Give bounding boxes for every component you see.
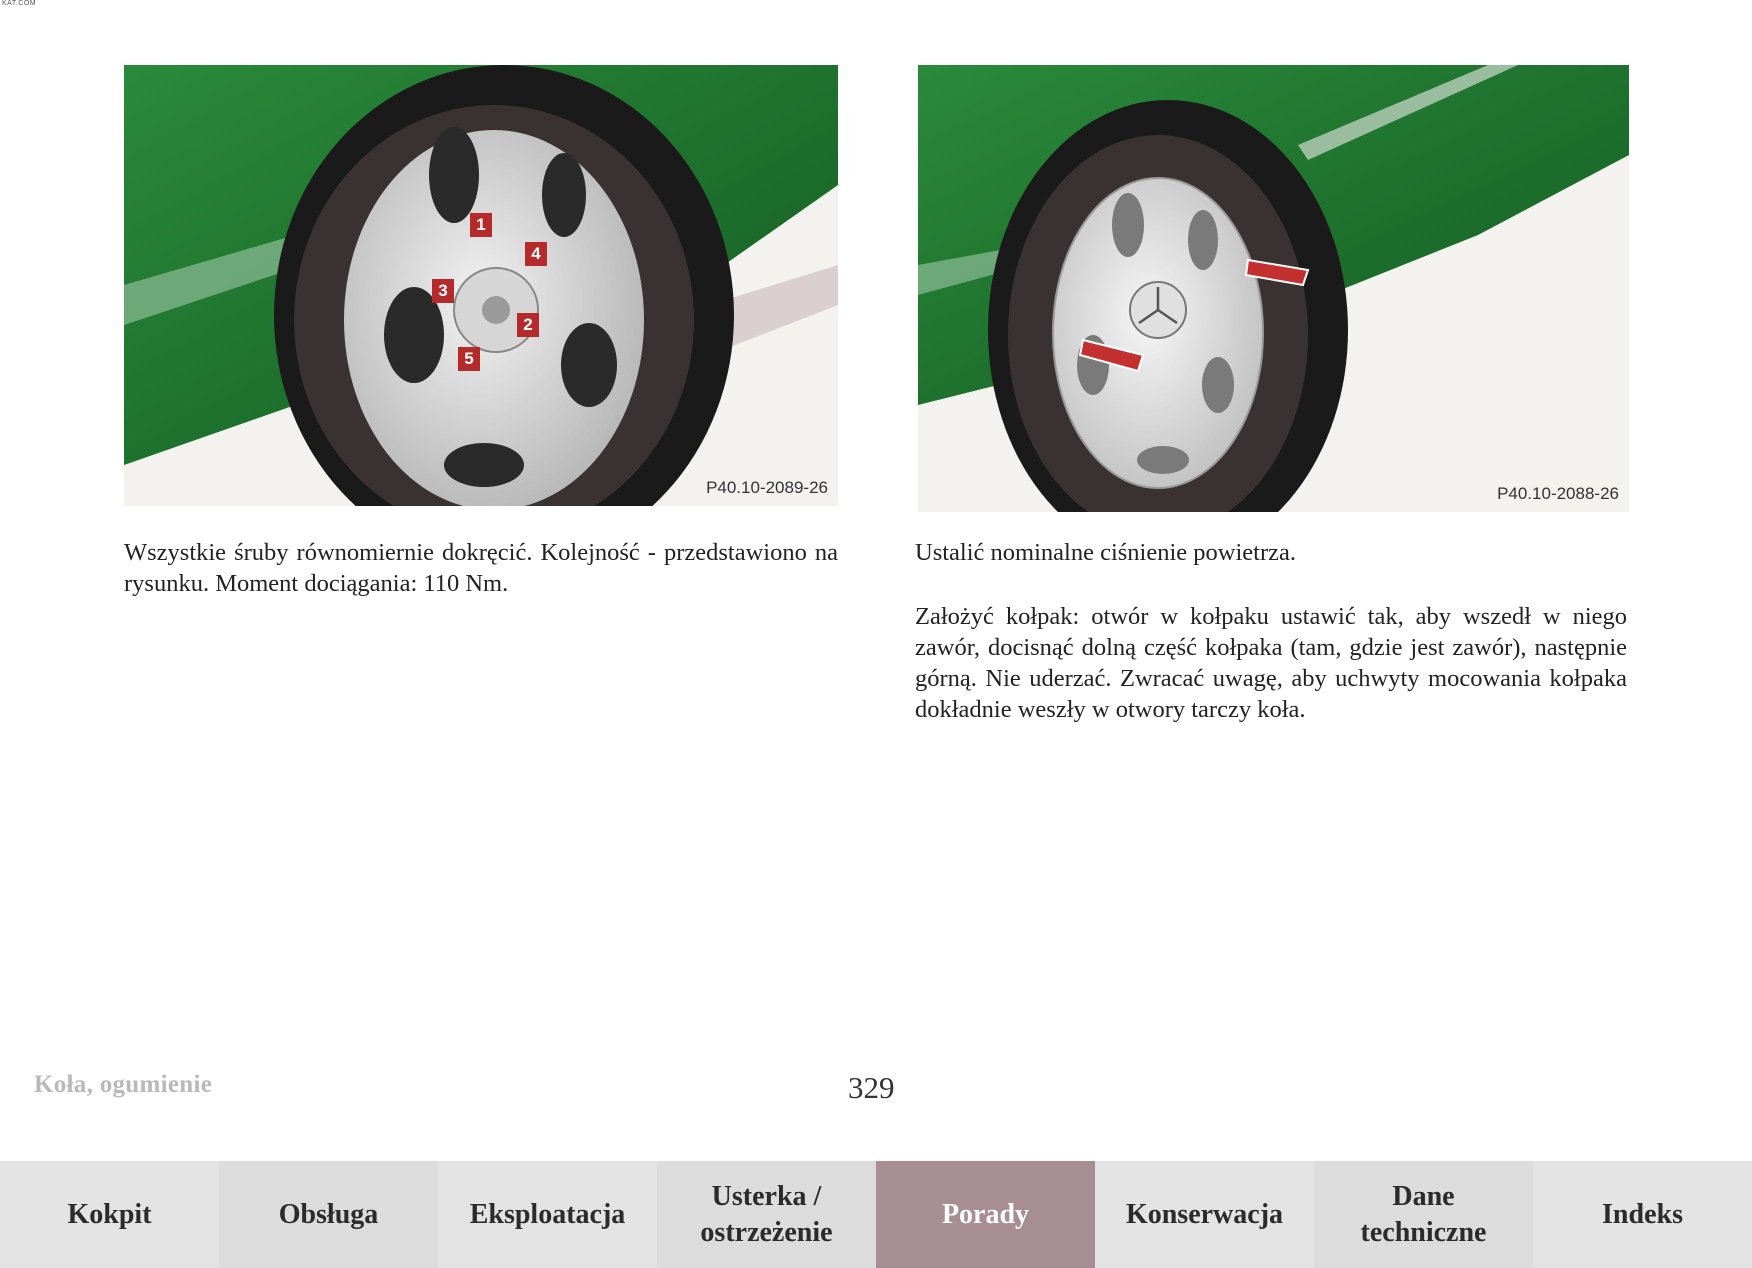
callout-1: 1 — [470, 213, 492, 237]
callout-2: 2 — [517, 313, 539, 337]
tab-label: Indeks — [1602, 1198, 1683, 1230]
hubcap-install-figure — [918, 65, 1629, 512]
instruction-text-right-2: Założyć kołpak: otwór w kołpaku ustawić tak, aby wszedł w niego zawór, docisnąć dolną część kołpaka (tam, gdzie jest zawór), następnie górną. Nie uderzać. Zwracać uwagę, aby uchwyty mocowania kołpaka dokładnie weszły w otwory tarczy koła. — [915, 603, 1627, 723]
hubcap-illustration — [918, 65, 1629, 512]
chapter-tab-bar — [0, 1161, 1752, 1268]
tab-obsluga[interactable] — [219, 1161, 438, 1268]
tab-label: Usterka / ostrzeżenie — [700, 1180, 833, 1248]
wheel-illustration — [124, 65, 838, 506]
tab-label: Eksploatacja — [469, 1198, 626, 1230]
tab-label: Dane techniczne — [1360, 1180, 1487, 1248]
callout-5: 5 — [458, 347, 480, 371]
callout-4: 4 — [525, 242, 547, 266]
section-title: Koła, ogumienie — [34, 1071, 213, 1098]
tab-label: Porady — [941, 1198, 1030, 1230]
figure-code: P40.10-2089-26 — [706, 478, 828, 497]
tab-usterka[interactable] — [657, 1161, 876, 1268]
wheel-bolt-sequence-figure — [124, 65, 838, 506]
tab-dane-techniczne[interactable] — [1314, 1161, 1533, 1268]
watermark: KAT.COM — [2, 0, 37, 7]
tab-konserwacja[interactable] — [1095, 1161, 1314, 1268]
figure-code: P40.10-2088-26 — [1497, 484, 1619, 503]
tab-label: Obsługa — [278, 1198, 379, 1230]
tab-kokpit[interactable] — [0, 1161, 219, 1268]
tab-eksploatacja[interactable] — [438, 1161, 657, 1268]
callout-3: 3 — [432, 279, 454, 303]
page-number: 329 — [848, 1070, 895, 1105]
tab-label: Konserwacja — [1125, 1198, 1284, 1230]
instruction-text-left: Wszystkie śruby równomiernie dokręcić. Kolejność - przedstawiono na rysunku. Moment dociągania: 110 Nm. — [124, 539, 838, 597]
instruction-text-right-1: Ustalić nominalne ciśnienie powietrza. — [915, 539, 1296, 566]
tab-porady[interactable] — [876, 1161, 1095, 1268]
tab-label: Kokpit — [67, 1198, 152, 1230]
tab-indeks[interactable] — [1533, 1161, 1752, 1268]
